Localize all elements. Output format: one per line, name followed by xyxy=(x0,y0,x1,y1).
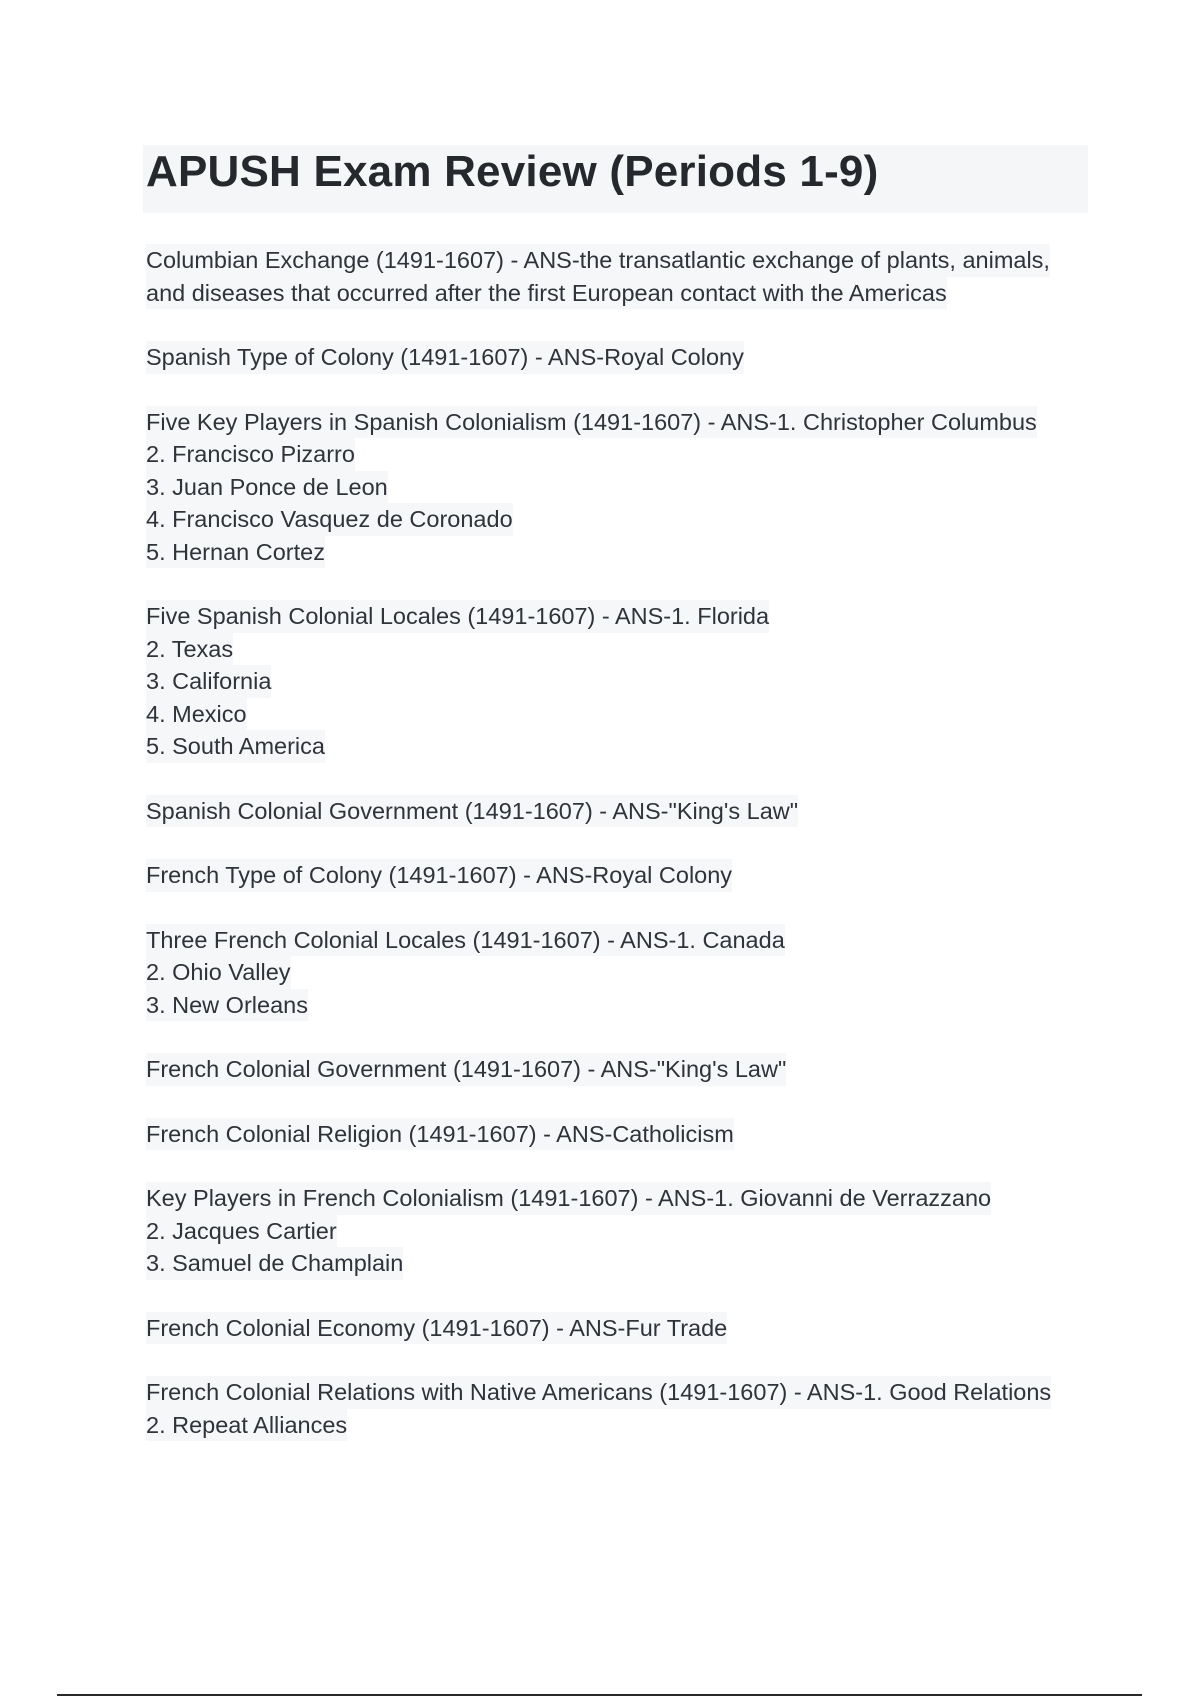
entry-answer-line: 3. New Orleans xyxy=(146,989,308,1022)
entry-term-line: Five Key Players in Spanish Colonialism (1491-1607) - ANS-1. Christopher Columbus xyxy=(146,406,1037,439)
review-entry xyxy=(146,244,1096,309)
entry-answer-line: 3. Samuel de Champlain xyxy=(146,1247,403,1280)
page-title: APUSH Exam Review (Periods 1-9) xyxy=(146,147,879,196)
review-entry xyxy=(146,406,1096,569)
entry-answer-line: 4. Mexico xyxy=(146,698,247,731)
entry-answer-line: 3. California xyxy=(146,665,271,698)
footer-divider xyxy=(57,1694,1142,1696)
entry-term-line: French Colonial Government (1491-1607) - ANS-"King's Law" xyxy=(146,1053,786,1086)
entry-term-line: French Colonial Economy (1491-1607) - ANS-Fur Trade xyxy=(146,1312,727,1345)
entry-term-line: Spanish Colonial Government (1491-1607) - ANS-"King's Law" xyxy=(146,795,798,828)
entry-term-line: Five Spanish Colonial Locales (1491-1607) - ANS-1. Florida xyxy=(146,600,769,633)
entry-answer-line: 2. Texas xyxy=(146,633,233,666)
entry-term-line: Columbian Exchange (1491-1607) - ANS-the transatlantic exchange of plants, animals, xyxy=(146,244,1050,277)
review-entry xyxy=(146,1312,1096,1345)
entry-answer-line: 2. Ohio Valley xyxy=(146,956,291,989)
entry-answer-line: 3. Juan Ponce de Leon xyxy=(146,471,388,504)
review-entry xyxy=(146,1376,1096,1441)
review-entry xyxy=(146,1118,1096,1151)
review-entry xyxy=(146,924,1096,1022)
review-entry xyxy=(146,795,1096,828)
review-entry xyxy=(146,1182,1096,1280)
review-entry xyxy=(146,859,1096,892)
entry-answer-line: 5. South America xyxy=(146,730,325,763)
entry-term-line: Spanish Type of Colony (1491-1607) - ANS-Royal Colony xyxy=(146,341,744,374)
entry-term-line: French Colonial Religion (1491-1607) - ANS-Catholicism xyxy=(146,1118,734,1151)
review-entry xyxy=(146,341,1096,374)
entry-term-line: Key Players in French Colonialism (1491-1607) - ANS-1. Giovanni de Verrazzano xyxy=(146,1182,991,1215)
entry-term-line: French Type of Colony (1491-1607) - ANS-Royal Colony xyxy=(146,859,732,892)
entry-answer-line: 5. Hernan Cortez xyxy=(146,536,325,569)
entry-answer-line: 2. Jacques Cartier xyxy=(146,1215,337,1248)
review-entry xyxy=(146,1053,1096,1086)
entry-answer-line: 2. Francisco Pizarro xyxy=(146,438,355,471)
review-entries xyxy=(146,244,1096,1473)
entry-answer-line: and diseases that occurred after the first European contact with the Americas xyxy=(146,277,947,310)
entry-term-line: French Colonial Relations with Native Americans (1491-1607) - ANS-1. Good Relations xyxy=(146,1376,1051,1409)
entry-answer-line: 4. Francisco Vasquez de Coronado xyxy=(146,503,513,536)
entry-term-line: Three French Colonial Locales (1491-1607) - ANS-1. Canada xyxy=(146,924,785,957)
entry-answer-line: 2. Repeat Alliances xyxy=(146,1409,347,1442)
review-entry xyxy=(146,600,1096,763)
